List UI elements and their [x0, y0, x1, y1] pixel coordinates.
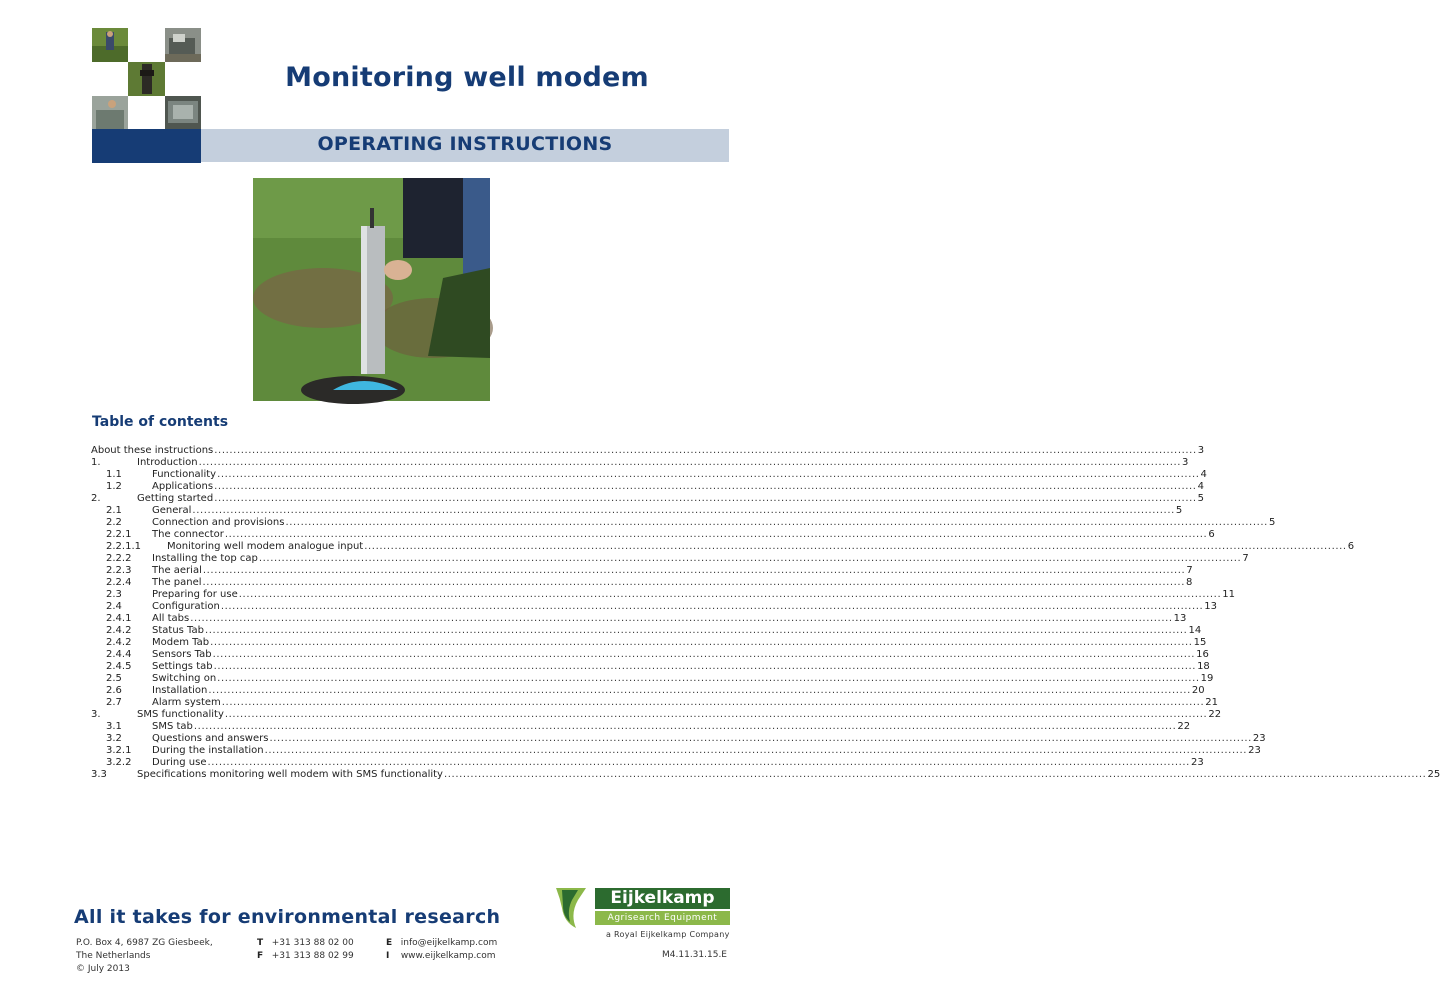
toc-entry-number: 3. [91, 709, 101, 720]
toc-dot-leader: .................................................................................................................................................................................................................................................................... [202, 565, 1186, 576]
toc-entry-title: Modem Tab [152, 637, 210, 648]
toc-dot-leader: .................................................................................................................................................................................................................................................................... [443, 769, 1427, 780]
toc-entry-page: 23 [1248, 745, 1261, 756]
subtitle-band-accent [92, 129, 201, 163]
toc-dot-leader: .................................................................................................................................................................................................................................................................... [192, 505, 1175, 516]
toc-entry-number: 2.4.2 [106, 637, 132, 648]
toc-entry-title: Introduction [137, 457, 198, 468]
toc-entry-number: 3.2.1 [106, 745, 132, 756]
toc-entry-page: 15 [1193, 637, 1207, 648]
toc-entry-title: Alarm system [152, 697, 221, 708]
toc-entry[interactable] [91, 721, 1191, 733]
document-code: M4.11.31.15.E [662, 950, 727, 960]
toc-entry-number: 3.2 [106, 733, 122, 744]
toc-entry-title: Settings tab [152, 661, 213, 672]
toc-entry[interactable] [91, 505, 1183, 517]
toc-dot-leader: .................................................................................................................................................................................................................................................................... [208, 685, 1191, 696]
toc-entry-page: 22 [1177, 721, 1191, 732]
toc-entry[interactable] [91, 565, 1193, 577]
field-photo-tile [92, 28, 128, 62]
toc-dot-leader: .................................................................................................................................................................................................................................................................... [204, 625, 1188, 636]
toc-entry-title: During use [152, 757, 207, 768]
fax-label: F [257, 951, 264, 961]
logo-wordmark: Eijkelkamp [595, 888, 730, 909]
toc-entry-title: Preparing for use [152, 589, 238, 600]
toc-entry-page: 14 [1188, 625, 1202, 636]
toc-entry[interactable] [91, 745, 1261, 757]
toc-entry-page: 5 [1197, 493, 1205, 504]
toc-entry-number: 2.4 [106, 601, 122, 612]
toc-dot-leader: .................................................................................................................................................................................................................................................................... [207, 757, 1190, 768]
toc-entry[interactable] [91, 613, 1187, 625]
toc-entry-number: 2.2.2 [106, 553, 132, 564]
toc-entry-number: 2.4.5 [106, 661, 132, 672]
toc-entry-page: 5 [1268, 517, 1276, 528]
toc-entry-page: 22 [1208, 709, 1222, 720]
lab-photo-tile [92, 96, 128, 129]
toc-entry-page: 16 [1196, 649, 1209, 660]
toc-dot-leader: .................................................................................................................................................................................................................................................................... [238, 589, 1222, 600]
toc-entry[interactable] [91, 553, 1249, 565]
toc-entry-number: 2.3 [106, 589, 122, 600]
toc-dot-leader: .................................................................................................................................................................................................................................................................... [217, 673, 1200, 684]
toc-entry-title: Connection and provisions [152, 517, 285, 528]
toc-entry-page: 23 [1252, 733, 1266, 744]
toc-entry-page: 11 [1222, 589, 1235, 600]
auger-photo-tile [128, 62, 165, 96]
toc-entry-number: 1. [91, 457, 101, 468]
toc-entry-title: The connector [152, 529, 224, 540]
toc-entry-title: Questions and answers [152, 733, 269, 744]
logo-company: a Royal Eijkelkamp Company [606, 930, 730, 939]
equipment-photo-tile [165, 28, 201, 62]
page-title: Monitoring well modem [285, 62, 649, 93]
toc-dot-leader: .................................................................................................................................................................................................................................................................... [214, 445, 1197, 456]
toc-entry-title: Applications [152, 481, 214, 492]
toc-entry-page: 7 [1242, 553, 1249, 564]
monitoring-well-photo [253, 178, 490, 401]
footer-phone-block [257, 937, 354, 963]
footer-tagline: All it takes for environmental research [74, 906, 501, 928]
toc-entry-title: Getting started [137, 493, 214, 504]
address-line-1: P.O. Box 4, 6987 ZG Giesbeek, [76, 938, 213, 948]
toc-entry-number: 2. [91, 493, 101, 504]
footer-contact-block [386, 937, 497, 963]
toc-entry-number: 3.2.2 [106, 757, 132, 768]
toc-entry[interactable] [91, 601, 1218, 613]
toc-entry[interactable] [91, 481, 1204, 493]
logo-subline: Agrisearch Equipment [595, 911, 730, 925]
toc-dot-leader: .................................................................................................................................................................................................................................................................... [217, 469, 1200, 480]
toc-entry-number: 2.2.3 [106, 565, 132, 576]
toc-entry-title: The panel [152, 577, 202, 588]
toc-entry[interactable] [91, 685, 1205, 697]
toc-dot-leader: .................................................................................................................................................................................................................................................................... [224, 529, 1208, 540]
toc-dot-leader: .................................................................................................................................................................................................................................................................... [214, 493, 1197, 504]
toc-dot-leader: .................................................................................................................................................................................................................................................................... [210, 637, 1193, 648]
toc-entry-title: SMS tab [152, 721, 193, 732]
toc-entry-page: 3 [1197, 445, 1205, 456]
toc-entry-title: Configuration [152, 601, 220, 612]
toc-dot-leader: .................................................................................................................................................................................................................................................................... [221, 697, 1205, 708]
eijkelkamp-logo-icon [548, 886, 593, 930]
toc-entry-number: 3.1 [106, 721, 122, 732]
email-link[interactable]: info@eijkelkamp.com [400, 938, 498, 948]
phone-number: +31 313 88 02 00 [271, 938, 354, 948]
web-label: I [386, 951, 390, 961]
toc-entry-page: 5 [1175, 505, 1183, 516]
toc-dot-leader: .................................................................................................................................................................................................................................................................... [224, 709, 1208, 720]
toc-entry[interactable] [91, 529, 1215, 541]
toc-entry-number: 2.2.4 [106, 577, 132, 588]
toc-entry[interactable] [91, 733, 1266, 745]
page-subtitle: OPERATING INSTRUCTIONS [317, 133, 613, 155]
toc-entry-page: 13 [1173, 613, 1187, 624]
phone-label: T [257, 938, 264, 948]
toc-entry-number: 2.1 [106, 505, 122, 516]
toc-dot-leader: .................................................................................................................................................................................................................................................................... [193, 721, 1177, 732]
toc-entry-page: 20 [1191, 685, 1205, 696]
toc-entry-number: 1.2 [106, 481, 122, 492]
toc-entry[interactable] [91, 457, 1189, 469]
toc-entry-page: 4 [1197, 481, 1204, 492]
toc-entry[interactable] [91, 637, 1207, 649]
toc-entry[interactable] [91, 709, 1222, 721]
table-of-contents [91, 445, 1440, 781]
toc-entry-number: 2.4.4 [106, 649, 132, 660]
sampling-photo-tile [165, 96, 201, 129]
toc-dot-leader: .................................................................................................................................................................................................................................................................... [212, 649, 1196, 660]
toc-dot-leader: .................................................................................................................................................................................................................................................................... [198, 457, 1182, 468]
toc-entry[interactable] [91, 757, 1204, 769]
toc-entry-number: 2.4.2 [106, 625, 132, 636]
web-link[interactable]: www.eijkelkamp.com [400, 951, 496, 961]
toc-entry-title: Installing the top cap [152, 553, 258, 564]
toc-entry[interactable] [91, 517, 1276, 529]
toc-dot-leader: .................................................................................................................................................................................................................................................................... [285, 517, 1268, 528]
address-line-2: The Netherlands [76, 951, 151, 961]
toc-entry-page: 18 [1197, 661, 1210, 672]
toc-dot-leader: .................................................................................................................................................................................................................................................................... [264, 745, 1248, 756]
toc-entry-number: 3.3 [91, 769, 107, 780]
toc-entry[interactable] [91, 541, 1355, 553]
copyright: © July 2013 [76, 964, 130, 974]
toc-entry-page: 8 [1186, 577, 1193, 588]
toc-entry[interactable] [91, 493, 1205, 505]
toc-entry-number: 2.2.1 [106, 529, 132, 540]
toc-entry[interactable] [91, 673, 1214, 685]
toc-entry[interactable] [91, 445, 1205, 457]
toc-dot-leader: .................................................................................................................................................................................................................................................................... [364, 541, 1347, 552]
toc-entry-page: 25 [1427, 769, 1440, 780]
toc-entry-number: 2.2.1.1 [106, 541, 141, 552]
toc-heading: Table of contents [92, 414, 229, 430]
fax-number: +31 313 88 02 99 [271, 951, 354, 961]
toc-entry-title: Specifications monitoring well modem with SMS functionality [137, 769, 443, 780]
toc-entry-number: 2.6 [106, 685, 122, 696]
toc-entry-title: Switching on [152, 673, 217, 684]
toc-dot-leader: .................................................................................................................................................................................................................................................................... [190, 613, 1173, 624]
toc-entry-title: All tabs [152, 613, 190, 624]
toc-entry-number: 2.2 [106, 517, 122, 528]
toc-entry-number: 2.4.1 [106, 613, 132, 624]
toc-entry-page: 4 [1200, 469, 1207, 480]
toc-entry-page: 21 [1205, 697, 1218, 708]
toc-entry-page: 19 [1200, 673, 1214, 684]
toc-entry[interactable] [91, 661, 1210, 673]
toc-entry-number: 2.5 [106, 673, 122, 684]
toc-dot-leader: .................................................................................................................................................................................................................................................................... [269, 733, 1252, 744]
toc-entry[interactable] [91, 625, 1202, 637]
toc-entry-title: The aerial [152, 565, 202, 576]
toc-entry-page: 3 [1182, 457, 1189, 468]
toc-entry-title: Status Tab [152, 625, 204, 636]
toc-entry-title: General [152, 505, 192, 516]
toc-dot-leader: .................................................................................................................................................................................................................................................................... [213, 661, 1197, 672]
toc-entry-title: Installation [152, 685, 208, 696]
toc-entry[interactable] [91, 469, 1207, 481]
toc-entry[interactable] [91, 649, 1209, 661]
toc-entry[interactable] [91, 697, 1218, 709]
toc-dot-leader: .................................................................................................................................................................................................................................................................... [220, 601, 1204, 612]
toc-entry[interactable] [91, 577, 1193, 589]
toc-entry-page: 23 [1190, 757, 1204, 768]
toc-entry-number: 2.7 [106, 697, 122, 708]
toc-entry-title: Functionality [152, 469, 217, 480]
toc-entry-page: 13 [1204, 601, 1218, 612]
toc-dot-leader: .................................................................................................................................................................................................................................................................... [214, 481, 1197, 492]
toc-entry-number: 1.1 [106, 469, 122, 480]
toc-entry-page: 6 [1208, 529, 1215, 540]
toc-entry-page: 7 [1186, 565, 1193, 576]
toc-entry-title: SMS functionality [137, 709, 224, 720]
toc-entry[interactable] [91, 589, 1235, 601]
toc-entry-title: About these instructions [91, 445, 214, 456]
toc-entry[interactable] [91, 769, 1440, 781]
toc-entry-title: Monitoring well modem analogue input [167, 541, 364, 552]
footer-address [76, 937, 213, 976]
toc-dot-leader: .................................................................................................................................................................................................................................................................... [202, 577, 1185, 588]
toc-dot-leader: .................................................................................................................................................................................................................................................................... [258, 553, 1242, 564]
toc-entry-title: During the installation [152, 745, 264, 756]
email-label: E [386, 938, 393, 948]
toc-entry-page: 6 [1347, 541, 1355, 552]
toc-entry-title: Sensors Tab [152, 649, 212, 660]
